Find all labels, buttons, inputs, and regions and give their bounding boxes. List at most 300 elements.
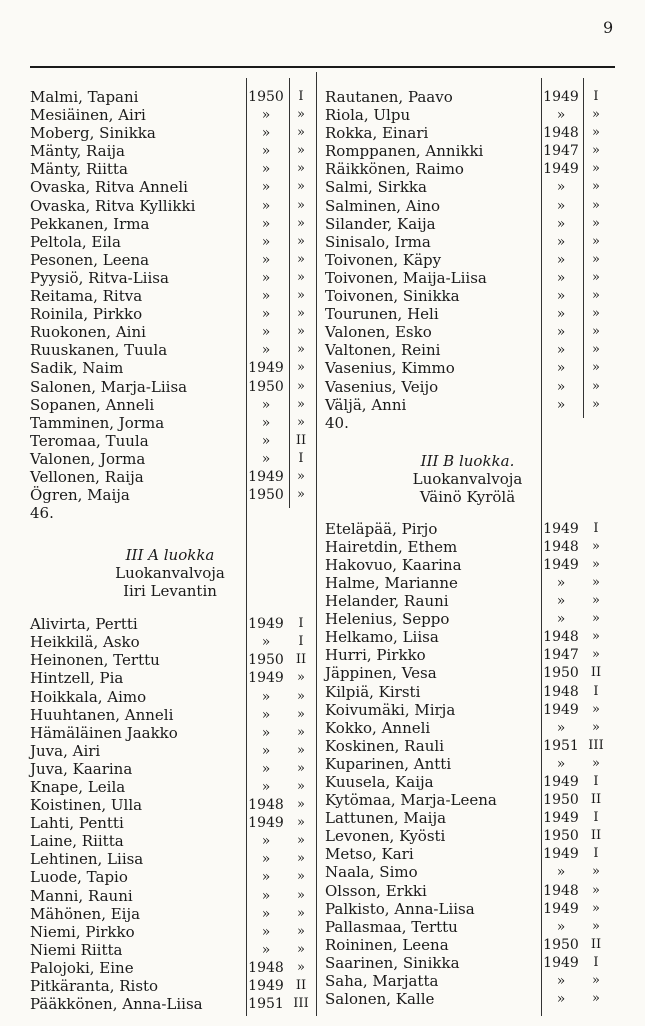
birth-year: 1947 (543, 143, 579, 160)
student-row (30, 486, 310, 504)
grade-class: » (297, 414, 305, 430)
student-row (325, 827, 610, 845)
student-row (325, 251, 610, 269)
top-rule (30, 66, 615, 68)
student-name: Valonen, Jorma (30, 449, 146, 468)
grade-class: II (295, 432, 307, 448)
grade-class: I (593, 683, 599, 699)
grade-class: I (298, 616, 304, 632)
birth-year: 1948 (248, 797, 284, 814)
birth-year: 1949 (248, 616, 284, 633)
birth-year: » (261, 396, 271, 413)
student-row (30, 178, 310, 196)
birth-year: » (556, 342, 566, 359)
student-name: Lahti, Pentti (30, 814, 124, 833)
birth-year: » (261, 414, 271, 431)
grade-class: » (592, 864, 600, 880)
section-3b-title: III B luokka. (420, 451, 515, 470)
birth-year: 1950 (543, 665, 579, 682)
student-row (325, 701, 610, 719)
birth-year: 1949 (248, 815, 284, 832)
student-name: Teromaa, Tuula (30, 431, 149, 450)
student-name: Mesiäinen, Airi (30, 106, 146, 125)
grade-class: II (590, 828, 602, 844)
birth-year: 1947 (543, 647, 579, 664)
grade-class: » (297, 869, 305, 885)
student-row (30, 706, 310, 724)
grade-class: » (592, 973, 600, 989)
student-row (30, 323, 310, 341)
grade-class: » (297, 306, 305, 322)
grade-class: » (592, 900, 600, 916)
birth-year: » (261, 161, 271, 178)
grade-class: » (297, 233, 305, 249)
birth-year: » (261, 851, 271, 868)
birth-year: » (556, 288, 566, 305)
grade-class: » (297, 360, 305, 376)
student-name: Hairetdin, Ethem (325, 537, 458, 556)
grade-class: I (298, 89, 304, 104)
student-row (325, 809, 610, 827)
birth-year: » (556, 179, 566, 196)
grade-class: » (592, 324, 600, 340)
birth-year: » (556, 611, 566, 628)
grade-class: » (297, 959, 305, 975)
student-row (30, 923, 310, 941)
birth-year: 1949 (543, 954, 579, 971)
birth-year: » (261, 634, 271, 651)
student-row (30, 688, 310, 706)
left-column (30, 88, 310, 1013)
student-name: Laine, Riitta (30, 832, 124, 851)
grade-class: » (592, 197, 600, 213)
student-row (325, 215, 610, 233)
student-name: Vellonen, Raija (30, 467, 144, 486)
student-row (325, 538, 610, 556)
student-row (30, 142, 310, 160)
grade-class: » (297, 742, 305, 758)
birth-year: 1949 (543, 774, 579, 790)
student-name: Vasenius, Kimmo (325, 359, 455, 378)
grade-class: » (592, 161, 600, 177)
grade-class: » (592, 593, 600, 609)
birth-year: » (261, 197, 271, 214)
birth-year: 1949 (543, 556, 579, 573)
student-name: Mänty, Riitta (30, 160, 128, 179)
student-row (30, 359, 310, 377)
student-row (325, 592, 610, 610)
student-name: Vasenius, Veijo (325, 377, 439, 396)
student-row (30, 124, 310, 142)
birth-year: » (556, 107, 566, 124)
birth-year: » (261, 833, 271, 850)
grade-class: » (592, 107, 600, 123)
student-name: Ruokonen, Aini (30, 323, 146, 342)
student-row (325, 574, 610, 592)
student-name: Mänty, Raija (30, 142, 125, 161)
student-name: Knape, Leila (30, 778, 126, 796)
student-name: Toivonen, Käpy (325, 250, 442, 269)
student-name: Koistinen, Ulla (30, 796, 143, 815)
grade-class: II (590, 936, 602, 952)
student-name: Salonen, Marja-Liisa (30, 377, 188, 396)
grade-class: » (297, 143, 305, 159)
grade-class: » (592, 378, 600, 394)
student-row (30, 832, 310, 850)
birth-year: » (556, 864, 566, 881)
student-name: Palojoki, Eine (30, 958, 134, 977)
section-3a-supervisor-label: Luokanvalvoja (115, 564, 225, 583)
section-3b-list (325, 520, 610, 1009)
grade-class: » (297, 324, 305, 340)
birth-year: » (261, 779, 271, 795)
student-row (325, 556, 610, 574)
section-3b-header (325, 452, 610, 506)
grade-class: » (592, 719, 600, 735)
grade-class: » (592, 342, 600, 358)
student-name: Rokka, Einari (325, 124, 429, 143)
student-row (325, 396, 610, 414)
grade-class: » (592, 991, 600, 1007)
student-name: Helenius, Seppo (325, 610, 450, 629)
section-3a-header (30, 546, 310, 600)
student-row (30, 959, 310, 977)
student-name: Pitkäranta, Risto (30, 977, 159, 996)
birth-year: » (556, 719, 566, 736)
birth-year: 1951 (248, 996, 284, 1013)
student-row (325, 936, 610, 954)
grade-class: » (297, 941, 305, 957)
birth-year: » (261, 107, 271, 124)
student-name: Pyysiö, Ritva-Liisa (30, 268, 169, 287)
student-row (30, 269, 310, 287)
student-name: Luode, Tapio (30, 868, 128, 887)
student-name: Helkamo, Liisa (325, 628, 439, 647)
birth-year: » (261, 887, 271, 904)
student-row (325, 287, 610, 305)
right-top-list (325, 88, 610, 414)
student-row (30, 651, 310, 669)
birth-year: 1949 (543, 161, 579, 178)
birth-year: 1950 (248, 378, 284, 395)
student-name: Silander, Kaija (325, 214, 436, 233)
student-row (30, 669, 310, 687)
grade-class: II (590, 792, 602, 808)
birth-year: » (556, 378, 566, 395)
student-row (30, 106, 310, 124)
grade-class: » (592, 143, 600, 159)
student-row (30, 760, 310, 778)
grade-class: » (297, 378, 305, 394)
birth-year: » (556, 197, 566, 214)
student-row (30, 378, 310, 396)
grade-class: » (592, 629, 600, 645)
student-name: Koivumäki, Mirja (325, 700, 456, 719)
student-name: Toivonen, Maija-Liisa (325, 268, 487, 287)
student-name: Halme, Marianne (325, 573, 458, 592)
grade-class: » (592, 611, 600, 627)
birth-year: 1949 (248, 360, 284, 377)
student-name: Kytömaa, Marja-Leena (325, 791, 497, 810)
student-row (30, 814, 310, 832)
student-name: Naala, Simo (325, 863, 418, 882)
grade-class: » (297, 923, 305, 939)
student-name: Manni, Rauni (30, 886, 133, 905)
grade-class: » (592, 556, 600, 572)
student-name: Heinonen, Terttu (30, 651, 160, 670)
grade-class: » (592, 179, 600, 195)
student-row (30, 305, 310, 323)
grade-class: » (592, 233, 600, 249)
student-row (30, 778, 310, 796)
student-row (325, 719, 610, 737)
student-name: Olsson, Erkki (325, 881, 427, 900)
student-name: Rautanen, Paavo (325, 88, 453, 106)
birth-year: » (261, 125, 271, 142)
birth-year: » (261, 941, 271, 958)
birth-year: » (261, 269, 271, 286)
grade-class: » (297, 833, 305, 849)
birth-year: 1950 (248, 652, 284, 669)
student-row (325, 233, 610, 251)
grade-class: » (592, 306, 600, 322)
student-name: Roininen, Leena (325, 935, 449, 954)
student-name: Sinisalo, Irma (325, 232, 431, 251)
birth-year: 1950 (248, 89, 284, 105)
student-row (325, 755, 610, 773)
grade-class: » (297, 760, 305, 776)
grade-class: » (592, 125, 600, 141)
student-row (30, 615, 310, 633)
student-name: Malmi, Tapani (30, 88, 139, 106)
student-row (30, 233, 310, 251)
birth-year: » (556, 973, 566, 990)
birth-year: 1949 (543, 701, 579, 718)
student-name: Moberg, Sinikka (30, 124, 156, 143)
student-row (325, 197, 610, 215)
student-row (30, 160, 310, 178)
left-top-count: 46. (30, 504, 54, 523)
student-row (325, 954, 610, 972)
grade-class: » (592, 647, 600, 663)
grade-class: » (592, 396, 600, 412)
birth-year: » (261, 143, 271, 160)
student-name: Palkisto, Anna-Liisa (325, 899, 475, 918)
student-row (325, 990, 610, 1008)
birth-year: » (261, 742, 271, 759)
student-row (30, 742, 310, 760)
student-row (325, 737, 610, 755)
student-row (325, 863, 610, 881)
student-row (30, 341, 310, 359)
grade-class: » (592, 574, 600, 590)
student-name: Eteläpää, Pirjo (325, 519, 438, 538)
grade-class: » (592, 882, 600, 898)
center-rule (316, 72, 317, 1016)
birth-year: » (261, 706, 271, 723)
student-row (30, 88, 310, 106)
birth-year: » (261, 923, 271, 940)
student-name: Ruuskanen, Tuula (30, 341, 168, 360)
student-name: Salonen, Kalle (325, 990, 435, 1009)
student-name: Metso, Kari (325, 845, 414, 864)
student-row (30, 468, 310, 486)
grade-class: » (297, 851, 305, 867)
student-row (325, 683, 610, 701)
grade-class: » (592, 269, 600, 285)
grade-class: » (297, 670, 305, 686)
student-name: Helander, Rauni (325, 592, 449, 611)
student-name: Valonen, Esko (325, 323, 432, 342)
student-name: Tourunen, Heli (325, 305, 439, 324)
student-row (325, 142, 610, 160)
student-name: Ovaska, Ritva Kyllikki (30, 196, 196, 215)
student-name: Juva, Airi (30, 741, 101, 760)
student-row (30, 450, 310, 468)
section-3b-supervisor-name: Väinö Kyrölä (419, 487, 516, 506)
student-row (325, 106, 610, 124)
student-row (325, 323, 610, 341)
section-3b-supervisor-label: Luokanvalvoja (412, 469, 523, 488)
student-row (325, 773, 610, 791)
grade-class: II (295, 978, 307, 994)
student-row (325, 359, 610, 377)
student-row (30, 995, 310, 1013)
student-name: Sopanen, Anneli (30, 395, 155, 414)
student-name: Pekkanen, Irma (30, 214, 150, 233)
student-row (30, 414, 310, 432)
grade-class: » (592, 360, 600, 376)
student-row (30, 887, 310, 905)
grade-class: » (297, 487, 305, 503)
grade-class: I (593, 846, 599, 862)
grade-class: » (297, 197, 305, 213)
student-name: Saarinen, Sinikka (325, 953, 460, 972)
grade-class: » (297, 688, 305, 704)
birth-year: » (556, 360, 566, 377)
birth-year: » (556, 991, 566, 1008)
student-name: Pesonen, Leena (30, 250, 150, 269)
birth-year: » (261, 233, 271, 250)
student-name: Valtonen, Reini (325, 341, 441, 360)
birth-year: 1949 (248, 670, 284, 687)
student-name: Hoikkala, Aimo (30, 687, 147, 706)
student-row (325, 628, 610, 646)
student-name: Peltola, Eila (30, 232, 121, 251)
student-row (325, 378, 610, 396)
grade-class: » (592, 288, 600, 304)
student-row (30, 633, 310, 651)
student-row (325, 918, 610, 936)
student-name: Lehtinen, Liisa (30, 850, 144, 869)
student-name: Jäppinen, Vesa (325, 664, 437, 683)
student-row (30, 977, 310, 995)
student-name: Reitama, Ritva (30, 287, 143, 306)
student-row (325, 610, 610, 628)
birth-year: 1949 (543, 846, 579, 863)
student-name: Juva, Kaarina (30, 759, 133, 778)
grade-class: I (593, 954, 599, 970)
student-name: Hämäläinen Jaakko (30, 723, 178, 742)
student-row (325, 178, 610, 196)
grade-class: » (297, 815, 305, 831)
student-row (30, 251, 310, 269)
student-name: Tamminen, Jorma (30, 413, 165, 432)
birth-year: 1949 (248, 978, 284, 995)
birth-year: » (556, 215, 566, 232)
student-name: Salmi, Sirkka (325, 178, 427, 197)
student-name: Roinila, Pirkko (30, 305, 143, 324)
birth-year: » (261, 215, 271, 232)
grade-class: » (592, 251, 600, 267)
birth-year: 1950 (248, 487, 284, 504)
birth-year: » (261, 724, 271, 741)
birth-year: » (261, 869, 271, 886)
page-number: 9 (603, 18, 614, 37)
student-row (325, 269, 610, 287)
grade-class: » (592, 755, 600, 771)
student-name: Heikkilä, Asko (30, 633, 140, 652)
student-name: Niemi, Pirkko (30, 922, 135, 941)
grade-class: » (297, 269, 305, 285)
birth-year: » (261, 251, 271, 268)
grade-class: » (297, 779, 305, 794)
grade-class: » (297, 125, 305, 141)
grade-class: I (593, 89, 599, 104)
grade-class: » (297, 706, 305, 722)
birth-year: » (556, 269, 566, 286)
birth-year: 1948 (543, 882, 579, 899)
right-column (325, 88, 610, 1008)
birth-year: 1949 (543, 810, 579, 827)
birth-year: » (556, 324, 566, 341)
grade-class: II (295, 652, 307, 668)
student-row (30, 197, 310, 215)
student-name: Hakovuo, Kaarina (325, 555, 462, 574)
student-row (30, 432, 310, 450)
birth-year: 1949 (543, 89, 579, 105)
student-name: Kuparinen, Antti (325, 754, 452, 773)
student-name: Saha, Marjatta (325, 972, 439, 991)
student-name: Lattunen, Maija (325, 809, 447, 828)
grade-class: II (590, 665, 602, 681)
student-row (30, 396, 310, 414)
student-name: Ovaska, Ritva Anneli (30, 178, 188, 197)
section-3a-supervisor-name: Iiri Levantin (123, 582, 217, 601)
grade-class: I (298, 450, 304, 466)
student-row (325, 520, 610, 538)
student-row (325, 845, 610, 863)
grade-class: » (297, 396, 305, 412)
student-row (325, 664, 610, 682)
student-row (325, 900, 610, 918)
grade-class: » (297, 724, 305, 740)
student-name: Huuhtanen, Anneli (30, 705, 174, 724)
grade-class: III (588, 737, 604, 753)
student-name: Kilpiä, Kirsti (325, 682, 421, 701)
grade-class: » (297, 288, 305, 304)
birth-year: » (261, 905, 271, 922)
student-row (325, 341, 610, 359)
student-row (30, 215, 310, 233)
student-name: Räikkönen, Raimo (325, 160, 464, 179)
student-row (325, 791, 610, 809)
grade-class: I (593, 774, 599, 789)
grade-class: » (297, 905, 305, 921)
section-3a-title: III A luokka (125, 546, 215, 565)
grade-class: » (297, 251, 305, 267)
student-row (30, 850, 310, 868)
